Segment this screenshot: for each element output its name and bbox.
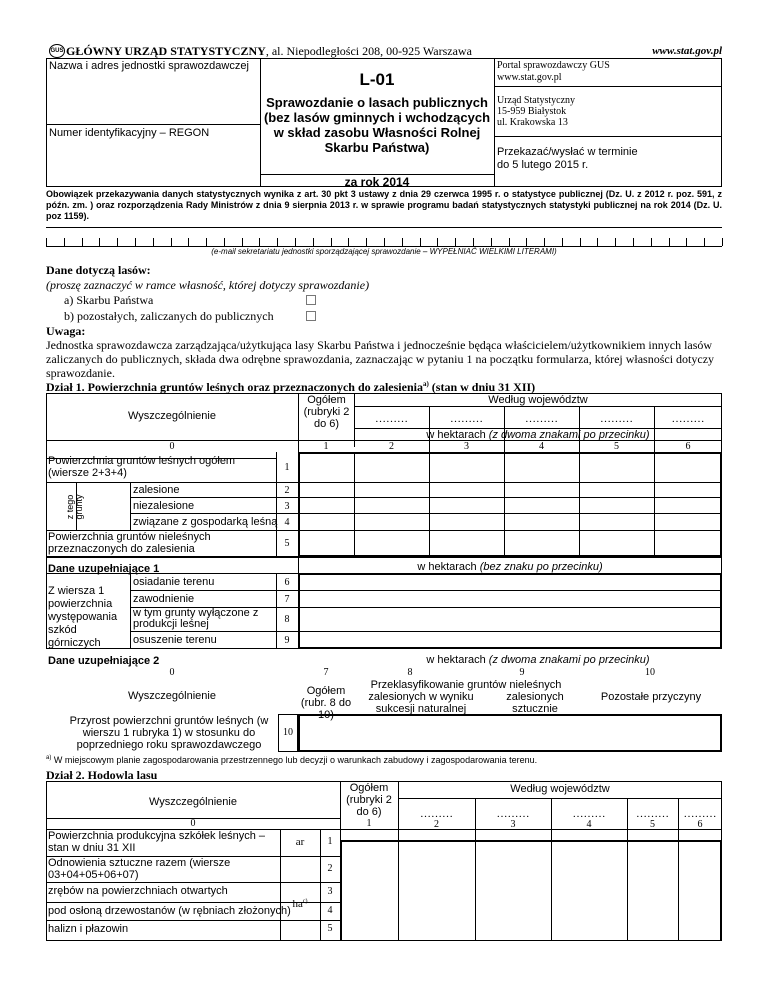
email-char-divider — [669, 238, 670, 246]
s2-col-total: Ogółem (rubryki 2 do 6) — [346, 782, 392, 818]
s2-rownum-5: 5 — [327, 923, 333, 934]
supp2-colnum-7: 7 — [323, 667, 329, 678]
s1-colnum-1: 1 — [323, 441, 329, 452]
option-state-treasury: a) Skarbu Państwa — [64, 293, 154, 307]
email-char-divider — [526, 238, 527, 246]
office-info — [497, 95, 575, 128]
email-char-divider — [420, 238, 421, 246]
reporting-unit-label: Nazwa i adres jednostki sprawozdawczej — [49, 60, 249, 72]
s2-col-by-voiv: Według województw — [510, 783, 610, 795]
s1-rownum-2: 2 — [284, 485, 290, 496]
email-char-divider — [722, 238, 723, 246]
supp2-colnum-10: 10 — [645, 667, 655, 678]
s1-rownum-3: 3 — [284, 501, 290, 512]
form-year: za rok 2014 — [344, 175, 410, 189]
email-char-divider — [242, 238, 243, 246]
option-other-public: b) pozostałych, zaliczanych do publicznych — [64, 309, 274, 323]
s1-row7-label: zawodnienie — [133, 593, 195, 605]
s2-data-grid[interactable] — [340, 840, 722, 941]
checkbox-other-public[interactable] — [306, 311, 316, 321]
office-name: GŁÓWNY URZĄD STATYSTYCZNY — [66, 44, 266, 58]
s1-colnum-0: 0 — [169, 441, 175, 452]
s1-colnum-4: 4 — [539, 441, 544, 452]
supp2-colnum-8: 8 — [407, 667, 413, 678]
s2-colnum-2: 2 — [434, 819, 439, 830]
s2-row3-label: zrębów na powierzchniach otwartych — [48, 885, 228, 897]
s2-voiv-dots-2[interactable]: ……… — [496, 808, 530, 820]
s2-rownum-3: 3 — [327, 886, 333, 897]
s1-row1-label: Powierzchnia gruntów leśnych ogółem (wiersze 2+3+4) — [48, 455, 236, 479]
email-char-divider — [562, 238, 563, 246]
checkbox-state-treasury[interactable] — [306, 295, 316, 305]
s2-colnum-0: 0 — [190, 818, 196, 829]
s2-colnum-5: 5 — [650, 819, 655, 830]
email-char-divider — [615, 238, 616, 246]
s1-voiv-dots-1[interactable]: ……… — [375, 413, 408, 425]
deadline — [497, 146, 638, 172]
email-char-divider — [64, 238, 65, 246]
email-field[interactable] — [46, 227, 722, 247]
s1-colnum-2: 2 — [389, 441, 394, 452]
supp2-reclass: Przeklasyfikowanie gruntów nieleśnych — [370, 679, 562, 691]
s2-row1-label: Powierzchnia produkcyjna szkółek leśnych – stan w dniu 31 XII — [48, 830, 266, 854]
email-char-divider — [491, 238, 492, 246]
supp2-col9: zalesionych sztucznie — [506, 691, 564, 715]
email-char-divider — [544, 238, 545, 246]
s1-row10-label: Przyrost powierzchni gruntów leśnych (w wierszu 1 rubryka 1) w stosunku do poprzedniego roku sprawozdawczego — [69, 715, 269, 751]
s1-colnum-3: 3 — [464, 441, 469, 452]
s2-voiv-dots-3[interactable]: ……… — [572, 808, 606, 820]
s1-rownum-1: 1 — [284, 462, 290, 473]
supp2-colnum-9: 9 — [519, 667, 525, 678]
email-char-divider — [295, 238, 296, 246]
supp1-group-label: Z wiersza 1 powierzchnia występowania szkód górniczych — [48, 585, 118, 649]
ownership-heading: Dane dotyczą lasów: — [46, 263, 151, 277]
s1-rownum-9: 9 — [284, 635, 290, 646]
email-char-divider — [348, 238, 349, 246]
supp1-units: w hektarach (bez znaku po przecinku) — [417, 561, 603, 573]
supp2-units: w hektarach (z dwoma znakami po przecinku) — [426, 654, 650, 666]
s1-row4-label: związane z gospodarką leśną — [133, 516, 278, 528]
form-title: Sprawozdanie o lasach publicznych (bez lasów gminnych i wchodzących w skład zasobu Własności Rolnej Skarbu Państwa) — [263, 95, 491, 155]
s1-voiv-dots-2[interactable]: ……… — [450, 413, 483, 425]
s1-colnum-5: 5 — [614, 441, 619, 452]
supp2-col-spec: Wyszczególnienie — [128, 690, 216, 702]
s1-units: w hektarach (z dwoma znakami po przecinku) — [426, 429, 650, 441]
s2-row2-label: Odnowienia sztuczne razem (wiersze 03+04+05+06+07) — [48, 857, 231, 881]
s2-colnum-3: 3 — [510, 819, 516, 830]
s2-colnum-4: 4 — [586, 819, 592, 830]
s2-rownum-2: 2 — [327, 863, 333, 874]
website-link[interactable]: www.stat.gov.pl — [652, 45, 722, 57]
gus-logo: GUS — [49, 44, 65, 58]
s1-row6-label: osiadanie terenu — [133, 576, 215, 588]
s1-col-total: Ogółem (rubryki 2 do 6) — [303, 394, 350, 430]
s2-colnum-1: 1 — [366, 818, 372, 829]
deadline-line2: do 5 lutego 2015 r. — [497, 159, 589, 171]
s1-data-grid[interactable] — [298, 452, 722, 557]
email-char-divider — [313, 238, 314, 246]
email-char-divider — [651, 238, 652, 246]
portal-label: Portal sprawozdawczy GUS — [497, 60, 610, 71]
s1-voiv-dots-4[interactable]: ……… — [600, 413, 633, 425]
s1-rownum-7: 7 — [284, 594, 290, 605]
email-char-divider — [46, 238, 47, 246]
note-text: Jednostka sprawozdawcza zarządzająca/użytkująca lasy Skarbu Państwa i jednocześnie będąca właścicielem/użytkownikiem innych lasów zaliczanych do publicznych, składa dwa odrębne sprawozdania, zaznaczając w pytaniu 1 na początku formularza, której własności dotyczy sprawozdanie. — [46, 338, 715, 380]
email-char-divider — [117, 238, 118, 246]
s1-row9-label: osuszenie terenu — [133, 634, 217, 646]
email-char-divider — [135, 238, 136, 246]
email-char-divider — [473, 238, 474, 246]
office-label: Urząd Statystyczny — [497, 95, 576, 106]
s1-rownum-5: 5 — [284, 538, 290, 549]
email-char-divider — [153, 238, 154, 246]
email-char-divider — [171, 238, 172, 246]
s1-voiv-dots-5[interactable]: ……… — [671, 413, 705, 425]
s1-colnum-6: 6 — [685, 441, 691, 452]
supp2-colnum-0: 0 — [169, 667, 175, 678]
s1-voiv-dots-3[interactable]: ……… — [525, 413, 558, 425]
email-char-divider — [633, 238, 634, 246]
form-code: L-01 — [359, 70, 395, 89]
email-char-divider — [437, 238, 438, 246]
email-char-divider — [402, 238, 403, 246]
section1-footnote: $^{a)}$ W miejscowym planie zagospodarowania przestrzennego lub decyzji o warunkach zabudowy i zagospodarowania terenu. — [46, 755, 538, 765]
s2-col-spec: Wyszczególnienie — [149, 796, 237, 808]
email-char-divider — [277, 238, 278, 246]
s2-rownum-4: 4 — [327, 905, 333, 916]
reporting-unit-field[interactable] — [48, 74, 258, 122]
deadline-line1: Przekazać/wysłać w terminie — [497, 146, 638, 158]
s2-rownum-1: 1 — [327, 836, 333, 847]
email-char-divider — [99, 238, 100, 246]
email-char-divider — [455, 238, 456, 246]
email-char-divider — [259, 238, 260, 246]
s2-row1-unit: ar — [295, 836, 305, 848]
s1-row2-label: zalesione — [133, 484, 180, 496]
supp2-title: Dane uzupełniające 2 — [48, 655, 160, 667]
s2-colnum-6: 6 — [697, 819, 703, 830]
office-address: , al. Niepodległości 208, 00-925 Warszawa — [265, 44, 472, 58]
portal-info — [497, 60, 610, 84]
ownership-instruction: (proszę zaznaczyć w ramce własność, której dotyczy sprawozdanie) — [46, 278, 370, 292]
s1-rownum-4: 4 — [284, 517, 290, 528]
s1-col-by-voiv: Według województw — [488, 394, 588, 406]
supp1-title: Dane uzupełniające 1 — [48, 563, 160, 575]
portal-url[interactable]: www.stat.gov.pl — [497, 72, 562, 83]
office-street: ul. Krakowska 13 — [497, 117, 568, 128]
regon-field[interactable] — [48, 141, 258, 185]
supp2-col-total: Ogółem (rubr. 8 do 10) — [300, 685, 352, 721]
s1-row8-label: w tym grunty wyłączone z produkcji leśnej — [133, 607, 259, 630]
s2-voiv-dots-4[interactable]: ……… — [636, 808, 669, 820]
s1-rownum-8: 8 — [284, 614, 290, 625]
s1-rownum-6: 6 — [284, 577, 290, 588]
email-char-divider — [331, 238, 332, 246]
s1-row5-label: Powierzchnia gruntów nieleśnych przeznaczonych do zalesienia — [48, 531, 211, 555]
email-char-divider — [366, 238, 367, 246]
email-char-divider — [224, 238, 225, 246]
email-char-divider — [704, 238, 705, 246]
s2-row3-unit: $ha^{c)}$ — [292, 898, 308, 910]
email-char-divider — [188, 238, 189, 246]
s1-row3-label: niezalesione — [133, 500, 195, 512]
s2-voiv-dots-5[interactable]: ……… — [683, 808, 717, 820]
supp1-data-grid[interactable] — [298, 573, 722, 649]
email-char-divider — [82, 238, 83, 246]
s2-row4-label: pod osłoną drzewostanów (w rębniach złożonych) — [48, 905, 291, 917]
email-char-divider — [597, 238, 598, 246]
s1-rownum-10: 10 — [283, 727, 293, 738]
office-city: 15-959 Białystok — [497, 106, 567, 117]
email-char-divider — [509, 238, 510, 246]
email-char-divider — [686, 238, 687, 246]
note-heading: Uwaga: — [46, 324, 86, 338]
office-header — [66, 44, 472, 59]
email-caption: (e-mail sekretariatu jednostki sporządzającej sprawozdanie – WYPEŁNIAĆ WIELKIMI LITERAMI) — [211, 247, 557, 256]
section2-title: Dział 2. Hodowla lasu — [46, 768, 158, 782]
s1-col-spec: Wyszczególnienie — [128, 410, 216, 422]
supp2-data-grid[interactable] — [298, 714, 722, 752]
s2-row5-label: halizn i płazowin — [48, 923, 129, 935]
supp2-col10: Pozostałe przyczyny — [600, 691, 702, 703]
regon-label: Numer identyfikacyjny – REGON — [49, 127, 210, 139]
legal-basis: Obowiązek przekazywania danych statystycznych wynika z art. 30 pkt 3 ustawy z dnia 29 czerwca 1995 r. o statystyce publicznej (Dz. U. z 2012 r. poz. 591, z późn. zm. ) oraz rozporządzenia Rady Ministrów z dnia 9 sierpnia 2013 r. w sprawie programu badań statystycznych statystyki publicznej na rok 2014 (Dz. U. poz 1159). — [46, 189, 722, 221]
section1-title: Dział 1. Powierzchnia gruntów leśnych oraz przeznaczonych do zalesienia$^{a)}$ (stan w dniu 31 XII) — [46, 380, 536, 394]
s1-of-which-label: z tego grunty — [65, 494, 84, 520]
email-char-divider — [206, 238, 207, 246]
email-char-divider — [580, 238, 581, 246]
email-char-divider — [384, 238, 385, 246]
s2-voiv-dots-1[interactable]: ……… — [420, 808, 453, 820]
supp2-col8: zalesionych w wyniku sukcesji naturalnej — [368, 691, 474, 715]
